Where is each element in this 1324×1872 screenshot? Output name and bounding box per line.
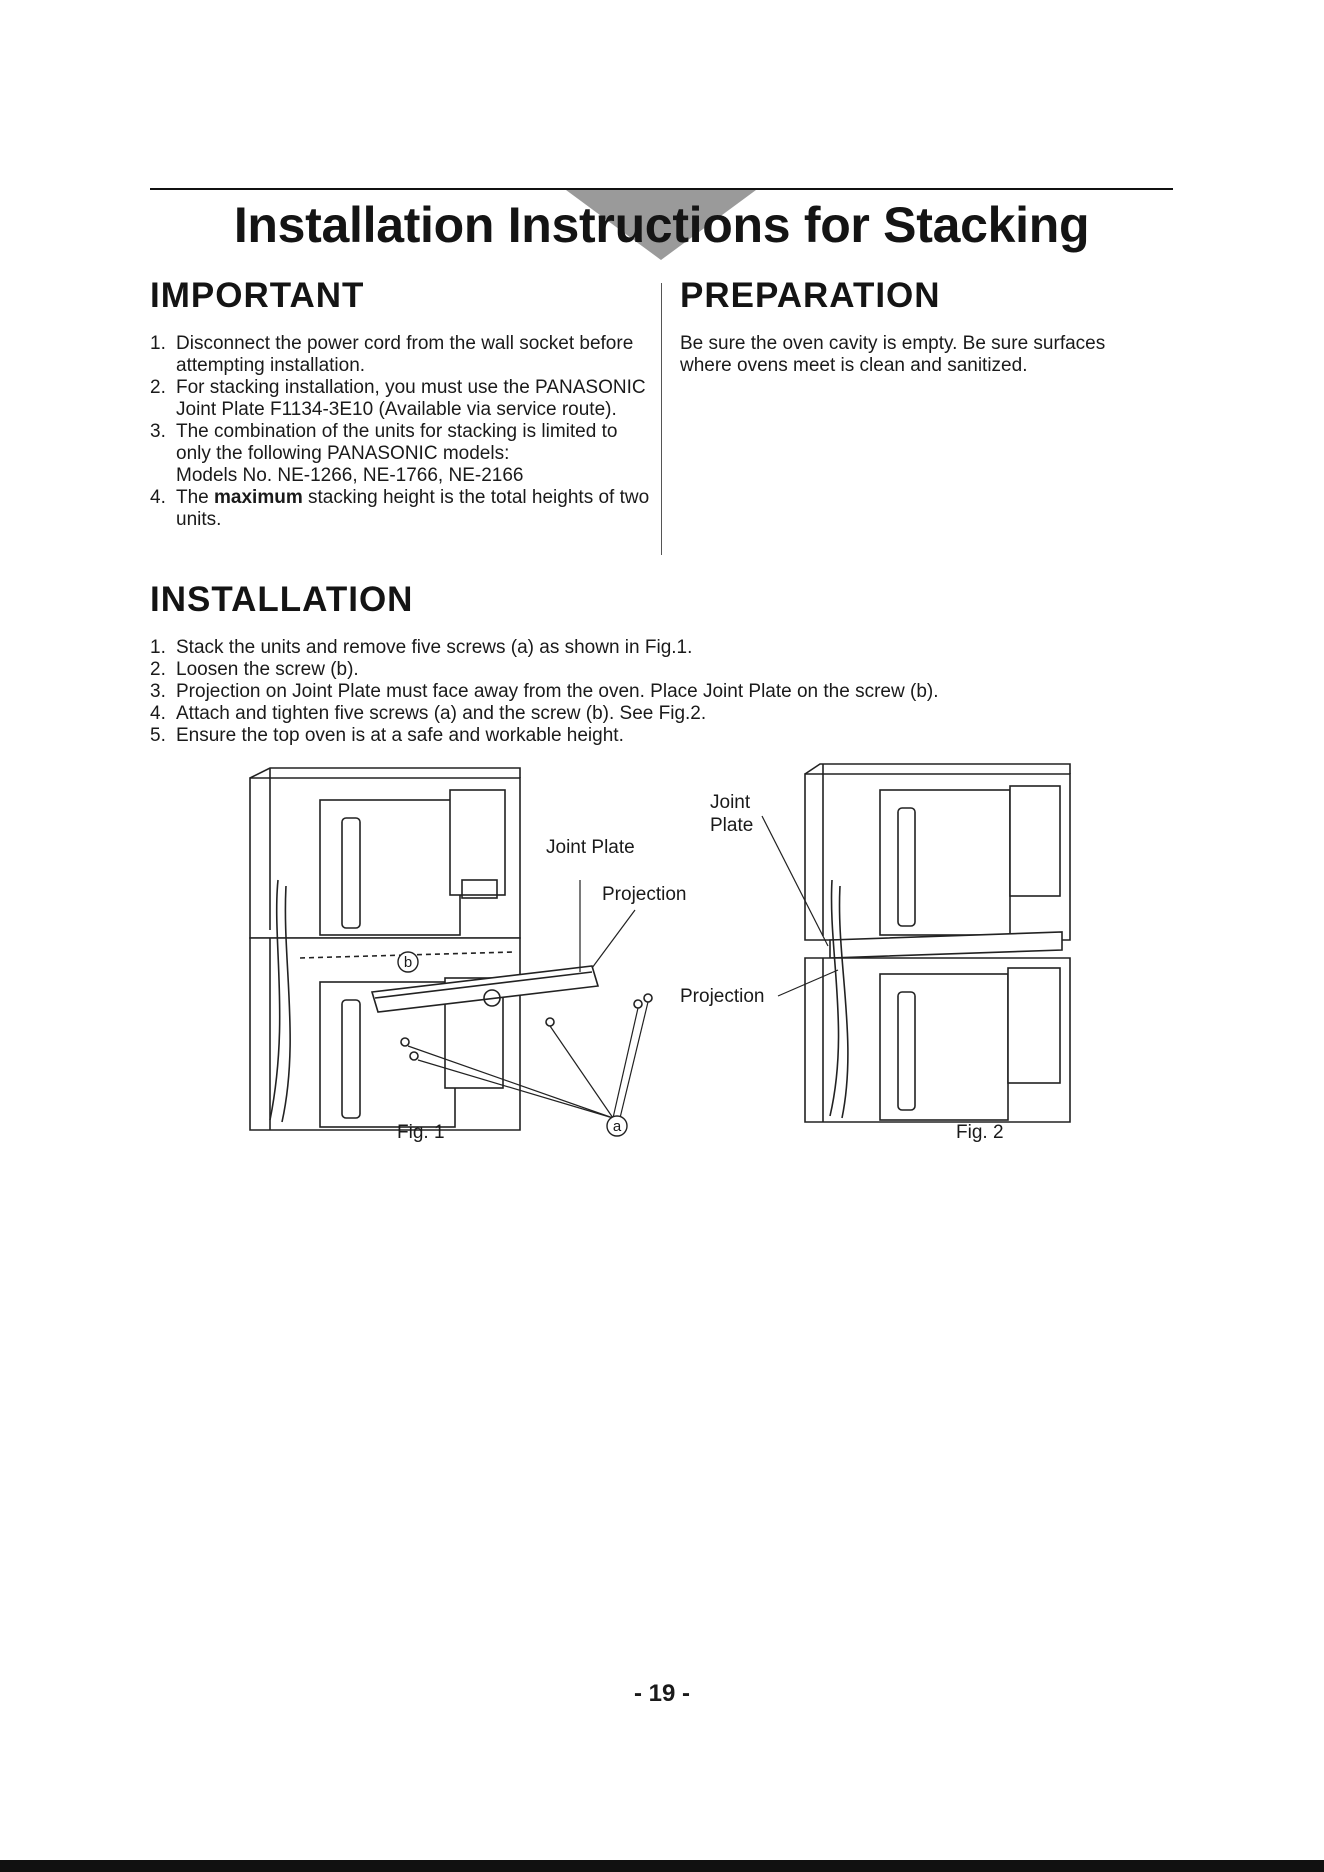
item-number: 5. [150, 725, 166, 746]
important-item-4 [150, 487, 655, 531]
important-item-3 [150, 421, 655, 487]
fig2-label-projection: Projection [680, 986, 765, 1007]
preparation-text: Be sure the oven cavity is empty. Be sure surfaces where ovens meet is clean and sanitized. [680, 333, 1106, 376]
item-text: Disconnect the power cord from the wall socket before attempting installation. [176, 333, 634, 376]
item-text: Projection on Joint Plate must face away from the oven. Place Joint Plate on the screw (b). [176, 681, 939, 702]
page-title: Installation Instructions for Stacking [233, 197, 1090, 253]
installation-item-3 [150, 681, 1170, 703]
installation-item-4 [150, 703, 1170, 725]
item-text-post: stacking height is the total heights of two units. [176, 487, 650, 530]
fig2-drawing [762, 764, 1070, 1122]
column-divider [661, 283, 662, 555]
item-text: Loosen the screw (b). [176, 659, 359, 680]
fig1-callout-b: b [403, 954, 413, 971]
item-number: 3. [150, 421, 166, 442]
bottom-band [0, 1860, 1324, 1872]
item-number: 4. [150, 703, 166, 724]
fig1-caption: Fig. 1 [397, 1122, 445, 1143]
item-text: Ensure the top oven is at a safe and workable height. [176, 725, 624, 746]
important-item-2 [150, 377, 655, 421]
installation-list [150, 637, 1170, 747]
fig2-label-plate: Plate [710, 815, 754, 836]
item-text: For stacking installation, you must use the PANASONIC Joint Plate F1134-3E10 (Available via service route). [176, 377, 646, 420]
fig2-caption: Fig. 2 [956, 1122, 1004, 1143]
models-list: Models No. NE-1266, NE-1766, NE-2166 [176, 465, 524, 486]
installation-item-1 [150, 637, 1170, 659]
item-number: 4. [150, 487, 166, 508]
preparation-heading: PREPARATION [680, 276, 941, 315]
page-number: - 19 - [633, 1680, 690, 1707]
important-list [150, 333, 655, 531]
fig2-label-joint: Joint [710, 792, 751, 813]
item-number: 2. [150, 377, 166, 398]
item-text: Stack the units and remove five screws (a) as shown in Fig.1. [176, 637, 693, 658]
item-text: The combination of the units for stacking is limited to only the following PANASONIC models: [176, 421, 618, 464]
installation-item-2 [150, 659, 1170, 681]
important-heading: IMPORTANT [150, 276, 365, 315]
fig1-label-projection: Projection [602, 884, 687, 905]
installation-heading: INSTALLATION [150, 580, 414, 619]
item-text: Attach and tighten five screws (a) and the screw (b). See Fig.2. [176, 703, 707, 724]
fig1-label-joint-plate: Joint Plate [546, 837, 635, 858]
figures-illustration [230, 760, 1080, 1160]
item-number: 1. [150, 333, 166, 354]
item-number: 3. [150, 681, 166, 702]
emphasis-maximum: maximum [214, 487, 303, 508]
item-number: 1. [150, 637, 166, 658]
installation-item-5 [150, 725, 1170, 747]
fig1-drawing [250, 768, 652, 1130]
important-item-1 [150, 333, 655, 377]
item-text-pre: The [176, 487, 215, 508]
item-number: 2. [150, 659, 166, 680]
fig1-callout-a: a [612, 1118, 622, 1135]
